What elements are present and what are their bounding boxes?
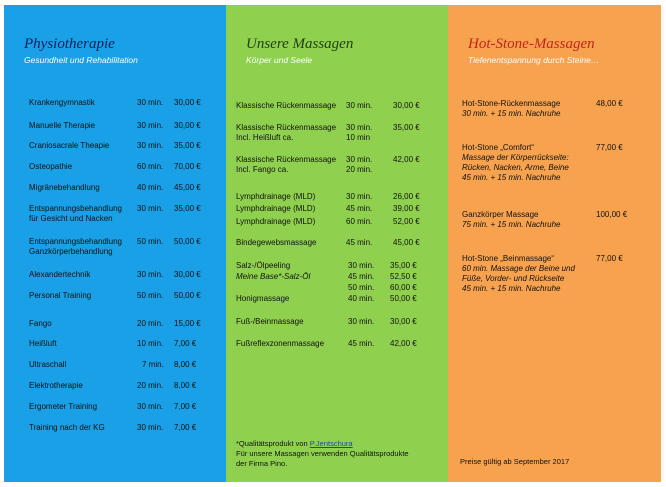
item-name: Klassische Rückenmassage (236, 155, 337, 164)
item-description: Rücken, Nacken, Arme, Beine (462, 163, 569, 172)
item-duration: 30 min. (137, 121, 164, 130)
item-duration: 30 min. (137, 423, 164, 432)
item-name: Lymphdrainage (MLD) (236, 217, 316, 226)
item-duration: 30 min. (348, 261, 375, 270)
jentschura-link[interactable]: P.Jentschura (309, 439, 353, 448)
physiotherapy-title: Physiotherapie (24, 36, 115, 52)
item-price: 77,00 € (596, 254, 623, 263)
item-name: Ganzkörper Massage (462, 210, 539, 219)
item-duration: 45 min. (348, 339, 375, 348)
item-description: 45 min. + 15 min. Nachruhe (462, 284, 561, 293)
item-price: 100,00 € (596, 210, 628, 219)
item-name: Fuß-/Beinmassage (236, 317, 304, 326)
item-name: Training nach der KG (29, 423, 105, 432)
item-duration: 50 min. (348, 283, 375, 292)
item-name: Elektrotherapie (29, 381, 83, 390)
item-duration: 30 min. (137, 402, 164, 411)
item-duration: 30 min. (137, 141, 164, 150)
item-duration: 30 min. (346, 192, 373, 201)
item-price: 7,00 € (174, 402, 197, 411)
item-price: 30,00 € (390, 317, 417, 326)
item-name: Klassische Rückenmassage (236, 123, 337, 132)
item-name-detail: Incl. Heißluft ca. (236, 133, 294, 142)
item-name: Hot-Stone-Rückenmassage (462, 99, 561, 108)
item-name: Hot-Stone „Beinmassage“ (462, 254, 555, 263)
item-price: 7,00 € (174, 339, 197, 348)
item-price: 48,00 € (596, 99, 623, 108)
item-duration: 45 min. (346, 238, 373, 247)
item-description: Massage der Körperrückseite: (462, 153, 569, 162)
item-price: 50,00 € (174, 237, 201, 246)
hot-stone-column (448, 5, 661, 482)
item-name: Lymphdrainage (MLD) (236, 204, 316, 213)
item-name-detail: Ganzkörperbehandlung (29, 247, 113, 256)
item-duration: 7 min. (142, 360, 164, 369)
item-price: 60,00 € (390, 283, 417, 292)
item-price: 42,00 € (393, 155, 420, 164)
item-name: Ultraschall (29, 360, 67, 369)
item-price: 52,00 € (393, 217, 420, 226)
item-price: 45,00 € (393, 238, 420, 247)
item-duration: 45 min. (348, 272, 375, 281)
item-price: 8,00 € (174, 381, 197, 390)
item-name: Krankengymnastik (29, 98, 95, 107)
item-duration: 30 min. (348, 317, 375, 326)
product-footnote (236, 439, 409, 469)
item-name: Manuelle Therapie (29, 121, 96, 130)
price-validity: Preise gültig ab September 2017 (460, 457, 570, 466)
item-price: 35,00 € (174, 204, 201, 213)
item-duration: 50 min. (137, 237, 164, 246)
item-duration: 30 min. (346, 155, 373, 164)
item-duration: 40 min. (348, 294, 375, 303)
item-name: Ergometer Training (29, 402, 98, 411)
item-description: 45 min. + 15 min. Nachruhe (462, 173, 561, 182)
item-price: 35,00 € (393, 123, 420, 132)
item-price: 50,00 € (390, 294, 417, 303)
item-duration: 30 min. (346, 123, 373, 132)
item-name: Osteopathie (29, 162, 73, 171)
item-duration: 50 min. (137, 291, 164, 300)
item-duration: 40 min. (137, 183, 164, 192)
physiotherapy-header (24, 35, 138, 66)
item-duration: 60 min. (137, 162, 164, 171)
item-name: Klassische Rückenmassage (236, 101, 337, 110)
item-name: Salz-/Ölpeeling (236, 261, 291, 270)
massage-subtitle: Körper und Seele (246, 55, 313, 65)
item-name: Migränebehandlung (29, 183, 100, 192)
physiotherapy-subtitle: Gesundheit und Rehabilitation (24, 55, 138, 65)
hot-stone-title: Hot-Stone-Massagen (468, 36, 595, 52)
price-list (4, 5, 661, 482)
item-price: 30,00 € (393, 101, 420, 110)
item-price: 42,00 € (390, 339, 417, 348)
footnote-prefix: *Qualitätsprodukt von (236, 439, 310, 448)
item-duration: 10 min. (137, 339, 164, 348)
item-duration: 30 min. (137, 98, 164, 107)
item-price: 39,00 € (393, 204, 420, 213)
item-description: 75 min. + 15 min. Nachruhe (462, 220, 561, 229)
item-name: Entspannungsbehandlung (29, 237, 122, 246)
item-duration: 20 min. (137, 381, 164, 390)
massage-header (246, 35, 353, 66)
item-price: 50,00 € (174, 291, 201, 300)
item-duration: 30 min. (137, 204, 164, 213)
item-name: Honigmassage (236, 294, 290, 303)
item-price: 45,00 € (174, 183, 201, 192)
item-name: Fango (29, 319, 52, 328)
hot-stone-subtitle: Tiefenentspannung durch Steine… (468, 55, 600, 65)
item-duration-detail: 10 min (346, 133, 371, 142)
item-name: Bindegewebsmassage (236, 238, 317, 247)
item-price: 52,50 € (390, 272, 417, 281)
item-description: 30 min. + 15 min. Nachruhe (462, 109, 561, 118)
item-name: Craniosacrale Theapie (29, 141, 110, 150)
item-price: 35,00 € (174, 141, 201, 150)
item-description: 60 min. Massage der Beine und (462, 264, 575, 273)
item-name: Alexandertechnik (29, 270, 91, 279)
item-name-detail: für Gesicht und Nacken (29, 214, 113, 223)
footnote-line-3: der Firma Pino. (236, 459, 288, 468)
item-price: 7,00 € (174, 423, 197, 432)
massage-title: Unsere Massagen (246, 36, 354, 52)
item-name: Lymphdrainage (MLD) (236, 192, 316, 201)
massage-column (226, 5, 448, 482)
item-price: 26,00 € (393, 192, 420, 201)
item-name: Hot-Stone „Comfort“ (462, 143, 535, 152)
item-duration: 30 min. (137, 270, 164, 279)
hot-stone-header (468, 35, 599, 66)
item-price: 15,00 € (174, 319, 201, 328)
physiotherapy-column (4, 5, 226, 482)
item-duration: 45 min. (346, 204, 373, 213)
item-price: 35,00 € (390, 261, 417, 270)
item-price: 30,00 € (174, 98, 201, 107)
footnote-line-2: Für unsere Massagen verwenden Qualitätsprodukte (236, 449, 409, 458)
item-price: 30,00 € (174, 121, 201, 130)
item-name: Heißluft (29, 339, 57, 348)
item-name: Entspannungsbehandlung (29, 204, 122, 213)
item-duration-detail: 20 min. (346, 165, 373, 174)
item-price: 70,00 € (174, 162, 201, 171)
item-duration: 60 min. (346, 217, 373, 226)
item-description: Füße, Vorder- und Rückseite (462, 274, 565, 283)
item-price: 30,00 € (174, 270, 201, 279)
item-price: 8,00 € (174, 360, 197, 369)
item-name-detail: Incl. Fango ca. (236, 165, 289, 174)
item-name: Fußreflexzonenmassage (236, 339, 325, 348)
item-name: Personal Training (29, 291, 92, 300)
item-name: Meine Base*-Salz-Öl (236, 272, 311, 281)
footnote-line-1 (236, 439, 409, 449)
item-duration: 20 min. (137, 319, 164, 328)
item-duration: 30 min. (346, 101, 373, 110)
item-price: 77,00 € (596, 143, 623, 152)
